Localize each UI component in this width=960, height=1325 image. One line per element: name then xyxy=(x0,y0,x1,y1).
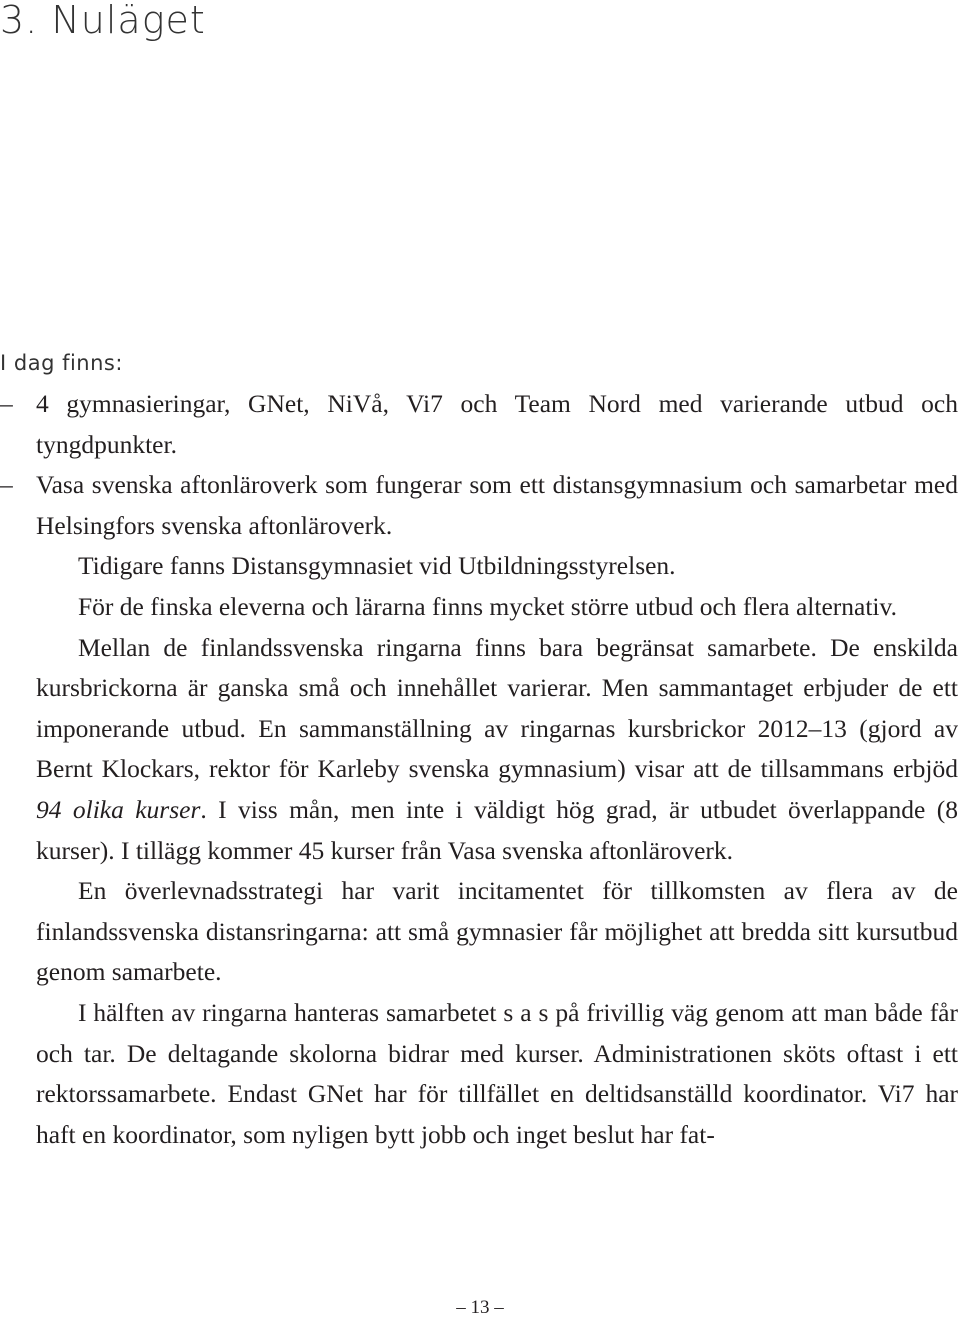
bullet-item xyxy=(0,384,958,465)
emphasis-course-count: 94 olika kurser xyxy=(36,794,201,824)
bullet-text: 4 gymnasieringar, GNet, NiVå, Vi7 och Team Nord med varierande utbud och tyngdpunkter. xyxy=(36,389,958,459)
paragraph-text: . I viss mån, men inte i väldigt hög grad, är utbudet överlappande (8 kurser). I tillägg kommer 45 kurser från Vasa svenska aftonläroverk. xyxy=(36,794,958,865)
page-heading: 3. Nuläget xyxy=(0,0,206,42)
bullet-item xyxy=(0,465,958,546)
paragraph-overlevnadsstrategi: En överlevnadsstrategi har varit incitamentet för tillkomsten av flera av de finlandssvenska distansringarna: att små gymnasier får möjlighet att bredda sitt kursutbud genom samarbete. xyxy=(36,876,958,987)
paragraph-halften-av-ringarna: I hälften av ringarna hanteras samarbetet s a s på frivillig väg genom att man både får och tar. De deltagande skolorna bidrar med kurser. Administrationen sköts oftast i ett rektorssamarbete. Endast GNet har för tillfället en deltidsanställd koordinator. Vi7 har haft en koordinator, som nyligen bytt jobb och inget beslut har fat- xyxy=(36,997,958,1149)
intro-line: I dag finns: xyxy=(0,351,123,375)
page-number: – 13 – xyxy=(456,1297,504,1318)
body-text xyxy=(0,384,958,1155)
bullet-dash: – xyxy=(0,389,13,418)
paragraph-finska-utbud: För de finska eleverna och lärarna finns mycket större utbud och flera alternativ. xyxy=(78,591,897,621)
bullet-dash: – xyxy=(0,470,13,500)
paragraph-samarbete xyxy=(0,628,958,872)
paragraph-text: Mellan de finlandssvenska ringarna finns bara begränsat samarbete. De enskilda kursbrickorna är ganska små och innehållet varierar. Men sammantaget erbjuder de ett imponerande utbud. En sammanställning av ringarnas kursbrickor 2012–13 (gjord av Bernt Klockars, rektor för Karleby svenska gymnasium) visar att de tillsammans erbjöd xyxy=(36,632,958,784)
bullet-text: Vasa svenska aftonläroverk som fungerar som ett distansgymnasium och samarbetar med Helsingfors svenska aftonläroverk. xyxy=(36,470,958,540)
paragraph-distansgymnasiet: Tidigare fanns Distansgymnasiet vid Utbildningsstyrelsen. xyxy=(78,551,676,581)
